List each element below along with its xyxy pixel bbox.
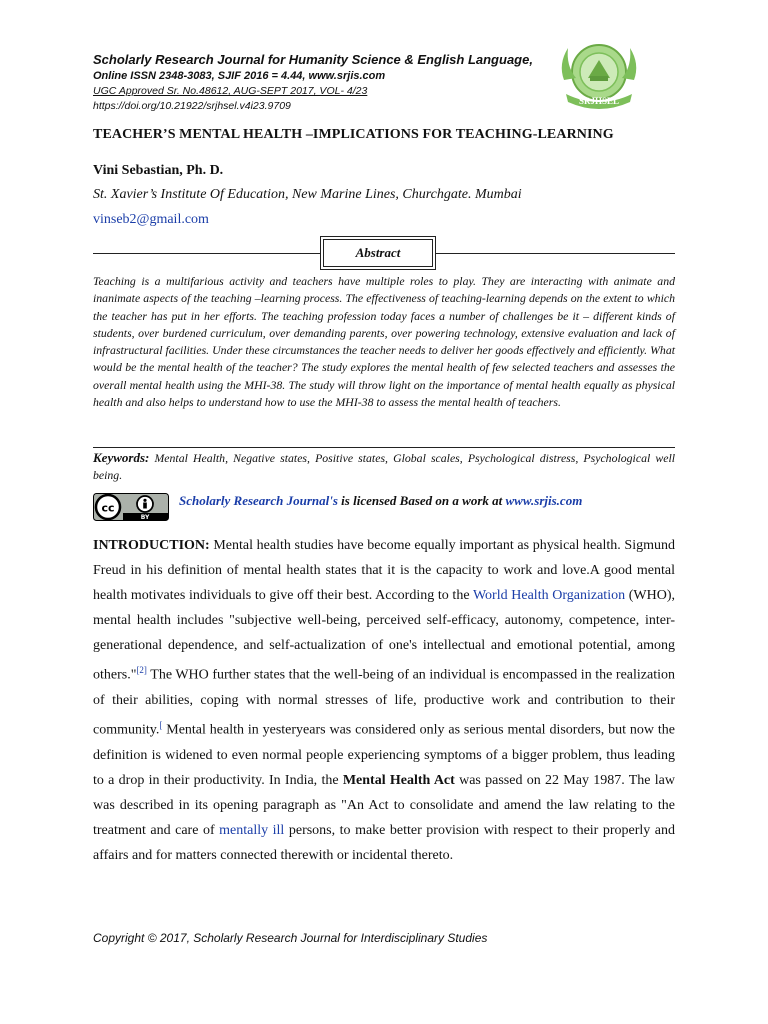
abstract-heading: Abstract [323,239,433,267]
ugc-line[interactable]: UGC Approved Sr. No.48612, AUG-SEPT 2017, VOL- 4/23 [93,85,368,97]
intro-heading: INTRODUCTION: [93,538,210,553]
journal-logo-icon [552,36,646,112]
keywords-text: Mental Health, Negative states, Positive states, Global scales, Psychological distress, Psychological well being. [93,451,676,483]
intro-text-3: The WHO further states that the well-being of an individual is encompassed in the realization of their abilities, coping with normal stresses of life, productive work and contribution to their community. [93,668,676,738]
introduction-paragraph [93,533,675,869]
paper-title: TEACHER’S MENTAL HEALTH –IMPLICATIONS FOR TEACHING-LEARNING [93,127,614,142]
intro-text-1: Mental health studies have become equally important as physical health. Sigmund Freud in his definition of mental health states that it is the capacity to work and love.A good mental health motivates individuals to give off their best. According to the [93,538,675,604]
logo-text: SRJHSEL [578,96,620,106]
intro-text-6: persons, to make better provision with respect to their properly and affairs and for matters connected therewith or incidental thereto. [93,823,676,864]
license-line [179,493,582,509]
intro-text-5: was passed on 22 May 1987. The law was described in its opening paragraph as "An Act to consolidate and amend the law relating to the treatment and care of [93,773,675,839]
reference-2-link[interactable]: [2] [136,665,147,676]
cc-by-text: BY [140,514,150,521]
keywords-label: Keywords: [93,450,150,465]
license-middle-text: is licensed Based on a work at [341,493,503,508]
svg-text:cc: cc [101,501,115,515]
license-journal-link[interactable]: Scholarly Research Journal's [179,493,338,508]
license-site-link[interactable]: www.srjis.com [505,493,583,508]
intro-text-4: Mental health in yesteryears was considered only as serious mental disorders, but now the definition is widened to even normal people experiencing symptoms of a bigger problem, thus leading to a drop in their productivity. In India, the [93,722,675,789]
creative-commons-badge-icon[interactable] [93,493,169,521]
author-name: Vini Sebastian, Ph. D. [93,163,224,178]
author-affiliation: St. Xavier’s Institute Of Education, New Marine Lines, Churchgate. Mumbai [93,187,522,202]
intro-text-2: (WHO), mental health includes "subjective well-being, perceived self-efficacy, autonomy, competence, inter-generational dependence, and self-actualization of one's intellectual and emotional potential, among others." [93,588,676,684]
keywords-block [93,449,675,485]
author-email-link[interactable]: vinseb2@gmail.com [93,212,209,227]
journal-title: Scholarly Research Journal for Humanity Science & English Language, [93,52,533,67]
issn-line: Online ISSN 2348-3083, SJIF 2016 = 4.44, www.srjis.com [93,70,386,82]
abstract-heading-box [320,236,436,270]
reference-3-link[interactable]: [ [159,720,163,731]
mentally-ill-link[interactable]: mentally ill [219,823,285,839]
abstract-text: Teaching is a multifarious activity and teachers have multiple roles to play. They are interacting with animate and inanimate aspects of the teaching –learning process. The effectiveness of teaching-learning depends on the extent to which the teacher has put in her efforts. The teaching profession today faces a number of challenges be it – different kinds of students, over burdened curriculum, over demanding parents, over powering technology, extensive evaluation and lack of infrastructural facilities. Under these circumstances the teacher needs to deliver her goods effectively and efficiently. What would be the mental health of the teacher? The study explores the mental health of few selected teachers and assesses the overall mental health using the MHI-38. The study will throw light on the importance of mental health equally as physical health and also helps to understand how to use the MHI-38 to assess the mental health of teachers. [93,274,675,410]
keywords-divider [93,447,675,448]
doi-line[interactable]: https://doi.org/10.21922/srjhsel.v4i23.9709 [93,100,291,112]
mental-health-act: Mental Health Act [342,773,455,789]
who-link[interactable]: World Health Organization [472,588,626,604]
footer-copyright: Copyright © 2017, Scholarly Research Journal for Interdisciplinary Studies [93,931,488,945]
